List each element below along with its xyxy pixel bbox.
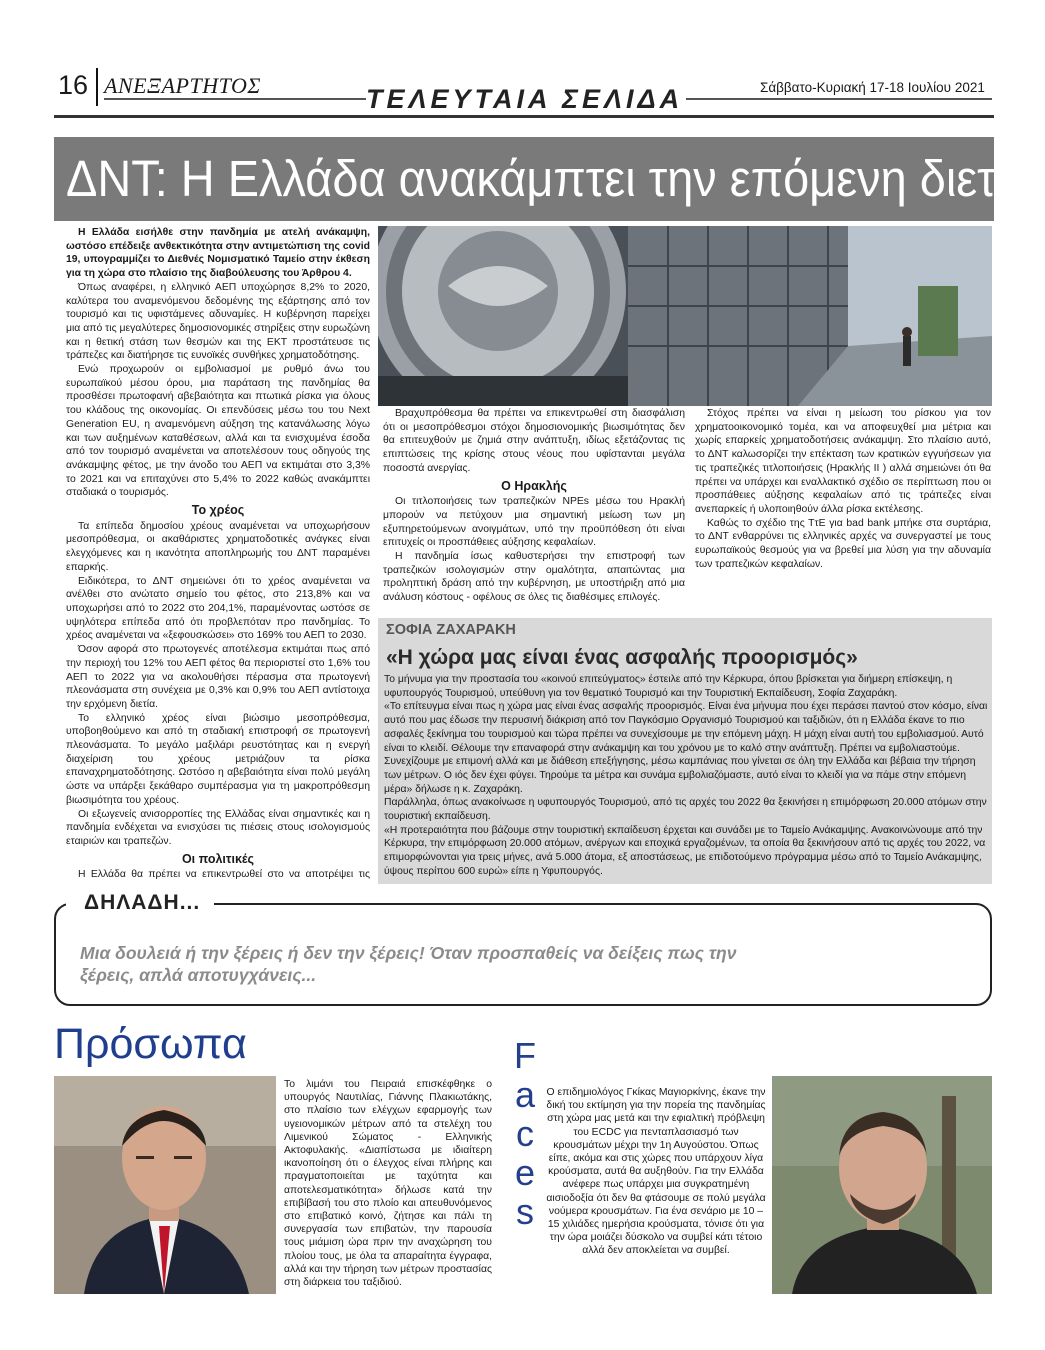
article-paragraph: Βραχυπρόθεσμα θα πρέπει να επικεντρωθεί στη διασφάλιση ότι οι μεσοπρόθεσμοι στόχοι δημοσιονομικής βιωσιμότητας δεν θα επιτευχθούν με ζημιά στην ανάπτυξη, ιδίως εξετάζοντας τις επιπτώσεις της κρίσης στους νέους που υφίστανται μεγάλα ποσοστά ανεργίας. [383, 408, 685, 474]
faces-letter: a [514, 1074, 536, 1115]
article-column-1 [66, 226, 370, 880]
newspaper-name: ΑΝΕΞΑΡΤΗΤΟΣ [104, 73, 261, 98]
masthead-rule-left [104, 98, 366, 100]
interview-paragraph: «Το επίτευγμα είναι πως η χώρα μας είναι ένας ασφαλής προορισμός. Είναι ένα μήνυμα που έχει περάσει παντού στον κόσμο, είναι αυτό που μας έδωσε την περυσινή διάκριση από τον Παγκόσμιο Οργανισμό Τουρισμού και ταξιδιών, ότι η Ελλάδα έκανε το πιο ασφαλές ξεκίνημα του τουρισμού και τώρα πρέπει να συνεχίσουμε με την επόμενη μάχη. Η μάχη είναι αυτή του εμβολιασμού. Αυτό είναι το κλειδί. Θέλουμε την επαναφορά στην ανάκαμψη και του χρόνου με το καλό στην ανάπτυξη. Πρέπει να εμβολιαστούμε. Συνεχίζουμε με επιμονή αλλά και με διάθεση επεξήγησης, μέσω καμπάνιας που γίνεται σε όλη την Ελλάδα και βέβαια την τήρηση των μέτρων. Ο ιός δεν έχει φύγει. Τηρούμε τα μέτρα και συνάμα εμβολιαζόμαστε, αυτό είναι το κλειδί για να πάμε στην επόμενη μέρα» δήλωσε η κ. Ζαχαράκη. [384, 701, 988, 795]
article-headline: ΔΝΤ: Η Ελλάδα ανακάμπτει την επόμενη διετία [66, 150, 1034, 207]
faces-letter: c [516, 1113, 534, 1154]
article-subheading: Το χρέος [191, 503, 245, 518]
article-subheading: Ο Ηρακλής [501, 478, 567, 493]
faces-vertical-word [510, 1036, 540, 1231]
article-subheading: Οι πολιτικές [181, 851, 255, 866]
quote-text: Μια δουλειά ή την ξέρεις ή δεν την ξέρεις! Όταν προσπαθείς να δείξεις πως την ξέρεις, απλά αποτυγχάνεις... [80, 943, 737, 985]
faces-section-title: Πρόσωπα [54, 1020, 247, 1068]
faces-text-2: Ο επιδημιολόγος Γκίκας Μαγιορκίνης, έκανε την δική του εκτίμηση για την πορεία της πανδημίας στη χώρα μας μετά και την εφιαλτική πρόβλεψη του ECDC για πενταπλασιασμό των κρουσμάτων μέχρι την 1η Αυγούστου. Όπως είπε, ακόμα και στις χώρες που υπάρχουν λίγα κρούσματα, αυτά θα αυξηθούν. Για την Ελλάδα ανέφερε πως υπάρχει μια συγκρατημένη αισιοδοξία ότι δεν θα φτάσουμε σε πολύ μεγάλα νούμερα κρουσμάτων. Για ένα σενάριο με 10 – 15 χιλιάδες ημερήσια κρούσματα, τόνισε ότι για την ώρα μοιάζει δύσκολο να συμβεί κάτι τέτοιο αλλά δεν αποκλείεται να συμβεί. [546, 1087, 766, 1257]
article-paragraph: Οι τιτλοποιήσεις των τραπεζικών NPEs μέσω του Ηρακλή μπορούν να πετύχουν μια σημαντική μείωση των μη εξυπηρετούμενων ανοιγμάτων, υπό την προϋπόθεση ότι είναι επιτυχείς οι προσπάθειες αύξησης κεφαλαίων. [383, 496, 685, 549]
faces-letter: s [516, 1191, 534, 1232]
person-illustration [772, 1076, 992, 1294]
article-paragraph: Η Ελλάδα θα πρέπει να επικεντρωθεί στο να αποτρέψει τις [78, 869, 370, 880]
article-paragraph: Καθώς το σχέδιο της ΤτΕ για bad bank μπήκε στα συρτάρια, το ΔΝΤ ενθαρρύνει τις ελληνικές αρχές να συνεργαστεί με τους ευρωπαϊκούς θεσμούς για να βρεθεί μια λύση για την αδυναμία των τραπεζικών κεφαλαίων. [695, 517, 991, 570]
interview-text [384, 673, 988, 881]
article-paragraph: Όσον αφορά στο πρωτογενές αποτέλεσμα εκτιμάται πως από την περιοχή του 12% του ΑΕΠ φέτος θα περιοριστεί στο 1,6% του ΑΕΠ το 2022 για να ακολουθήσει πέρασμα στα πρωτογενή πλεονάσματα στη συνέχεια με 0,3% και 0,9% του ΑΕΠ αντίστοιχα την ερχόμενη διετία. [66, 644, 370, 710]
quote-label: ΔΗΛΑΔΗ... [66, 891, 214, 915]
minister-portrait-photo [54, 1076, 276, 1294]
faces-letter: e [514, 1152, 536, 1193]
article-paragraph: Ενώ προχωρούν οι εμβολιασμοί με ρυθμό άνω του ευρωπαϊκού μέσου όρου, μια παράταση της πανδημίας θα προσθέσει πρωτοφανή αβεβαιότητα και πτωτικά ρίσκα για όλους του κλάδους της οικονομίας. Οι επενδύσεις μέσω του του Next Generation EU, η αναμενόμενη αύξηση της κατανάλωσης λόγω και των αυξημένων καταθέσεων, αλλά και τα ενισχυμένα έσοδα από τον τουρισμό αναμένεται να αποτελέσουν τους οδηγούς της ανάκαμψης φέτος, με την άνοδο του ΑΕΠ να εκτιμάται στο 3,3% το 2021 και να επιταχύνει στο 5,4% το 2022 καθώς ανακάμπτει σταδιακά ο τουρισμός. [66, 364, 370, 499]
imf-building-photo [378, 226, 992, 406]
interview-title: «Η χώρα μας είναι ένας ασφαλής προορισμός» [386, 646, 858, 669]
article-column-3 [695, 407, 991, 612]
article-paragraph: Οι εξωγενείς ανισορροπίες της Ελλάδας είναι σημαντικές και η πανδημία ενδέχεται να ενισχύσει τις πιέσεις στους ισολογισμούς εταιριών και τραπεζών. [66, 808, 370, 847]
masthead-bottom-rule [54, 115, 994, 118]
imf-seal-illustration [378, 226, 992, 406]
masthead-rule-right [686, 98, 992, 100]
page-number: 16 [58, 70, 89, 100]
section-title: ΤΕΛΕΥΤΑΙΑ ΣΕΛΙΔΑ [366, 84, 684, 114]
interview-paragraph: «Η προτεραιότητα που βάζουμε στην τουριστική εκπαίδευση έρχεται και συνάδει με το Ταμείο Ανάκαμψης. Ανακοινώνουμε από την Κέρκυρα, την επιμόρφωση 20.000 ατόμων, ανέργων και εποχικά εργαζομένων, τα οποία θα ξεκινήσουν από τις αρχές του 2022, να επιμορφώνονται για τρεις μήνες, ανά 5.000 άτομα, εξ αποστάσεως, με επιδοτούμενο πρόγραμμα μέσω από το Ταμείο Ανάκαμψης, ύψους περίπου 600 ευρώ» είπε η Υφυπουργός. [384, 824, 986, 877]
faces-letter: F [514, 1035, 536, 1076]
epidemiologist-portrait-photo [772, 1076, 992, 1294]
issue-date: Σάββατο-Κυριακή 17-18 Ιουλίου 2021 [760, 80, 985, 95]
masthead-divider [96, 68, 98, 106]
article-paragraph: Ειδικότερα, το ΔΝΤ σημειώνει ότι το χρέος αναμένεται να ανέλθει στο ανώτατο σημείο του φέτος, στο 213,8% και να υποχωρήσει από το 2022 στο 204,1%, παραμένοντας ωστόσε σε υψηλότερα επίπεδα από ότι προβλεπόταν προ πανδημίας. Το χρέος αναμένεται να «ξεφουσκώσει» στο 169% του ΑΕΠ το 2030. [66, 575, 370, 642]
interview-paragraph: Παράλληλα, όπως ανακοίνωσε η υφυπουργός Τουρισμού, από τις αρχές του 2022 θα ξεκινήσει η επιμόρφωση 20.000 ατόμων στην τουριστική εκπαίδευση. [384, 797, 987, 823]
interview-name: ΣΟΦΙΑ ΖΑΧΑΡΑΚΗ [386, 622, 516, 638]
article-paragraph: Στόχος πρέπει να είναι η μείωση του ρίσκου για τον χρηματοοικονομικό τομέα, και να αποφευχθεί μια μέτρια και χωρίς επαρκείς χρηματοδοτήσεις ανάκαμψη. Στο πλαίσιο αυτό, το ΔΝΤ καλωσορίζει την επέκταση των κρατικών εγγυήσεων για τις τραπεζικές τιτλοποιήσεις (Ηρακλής ΙΙ ) αλλά σημειώνει ότι θα πρέπει να υπάρχει και εναλλακτικό σχέδιο σε περίπτωση που οι προσπάθειες αύξησης κεφαλαίων από τις τράπεζες είναι ανεπαρκείς ή υλοποιηθούν άλλα ρίσκα εκτέλεσης. [695, 408, 991, 515]
article-column-2 [383, 407, 685, 612]
interview-paragraph: Το μήνυμα για την προστασία του «κοινού επιτεύγματος» έστειλε από την Κέρκυρα, όπου βρίσκεται για διήμερη επίσκεψη, η υφυπουργός Τουρισμού, υπεύθυνη για τον θεματικό Τουρισμό και την Τουριστική Εκπαίδευση, Σοφία Ζαχαράκη. [384, 674, 953, 699]
faces-text-1: Το λιμάνι του Πειραιά επισκέφθηκε ο υπουργός Ναυτιλίας, Γιάννης Πλακιωτάκης, στο πλαίσιο των ελέγχων εφαρμογής των υγειονομικών μέτρων από τα στελέχη του Λιμενικού Σώματος - Ελληνικής Ακτοφυλακής. «Διαπίστωσα με ιδιαίτερη ικανοποίηση ότι ο έλεγχος είναι πλήρης και πραγματοποιείται με ταχύτητα και αποτελεσματικότητα» δήλωσε κατά την επιβίβασή του στο πλοίο και απευθυνόμενος στο επιβατικό κοινό, ζήτησε και πάλι τη συνεργασία των επιβατών, την παρουσία τους μιάμιση ώρα πριν την αναχώρηση του πλοίου τους, με όλα τα απαραίτητα έγγραφα, αλλά και την τήρηση των μέτρων προστασίας στη διάρκεια του ταξιδιού. [284, 1079, 492, 1289]
person-illustration [54, 1076, 276, 1294]
article-paragraph: Το ελληνικό χρέος είναι βιώσιμο μεσοπρόθεσμα, υποβοηθούμενο και από τη σταδιακή επιστροφή σε πρωτογενή πλεονάσματα. Το μεγάλο μαξιλάρι ρευστότητας και η ενεργή διαχείριση του χρέους μετριάζουν τα ρίσκα επαναχρηματοδότησης. Ωστόσο η αβεβαιότητα είναι πολύ μεγάλη ώστε να υπάρξει ξεκάθαρο συμπέρασμα για τη μακροπρόθεσμη βιωσιμότητα του χρέους. [66, 712, 370, 806]
article-paragraph: Τα επίπεδα δημοσίου χρέους αναμένεται να υποχωρήσουν μεσοπρόθεσμα, οι ακαθάριστες χρηματοδοτικές ανάγκες είναι ελεγχόμενες και η ικανότητα αποπληρωμής του ΔΝΤ παραμένει επαρκής. [66, 520, 370, 573]
article-paragraph: Όπως αναφέρει, η ελληνικό ΑΕΠ υποχώρησε 8,2% το 2020, καλύτερα του αναμενόμενου δεδομένης της εξάρτησης από τον τουρισμό και τις υφιστάμενες αδυναμίες. Η κυβέρνηση παρείχει μια από τις μεγαλύτερες δημοσιονομικές στηρίξεις στην ευρωζώνη και η θετική στάση των θεσμών και της ΕΚΤ προστάτευσε τις τράπεζες και διατήρησε τις ευνοϊκές συνθήκες χρηματοδότησης. [66, 281, 370, 362]
article-lead: Η Ελλάδα εισήλθε στην πανδημία με ατελή ανάκαμψη, ωστόσο επέδειξε ανθεκτικότητα στην αντιμετώπιση της covid 19, υπογραμμίζει το Διεθνές Νομισματικό Ταμείο στην έκθεση για τη χώρα στο πλαίσιο της διαβούλευσης του Άρθρου 4. [66, 227, 370, 280]
article-paragraph: Η πανδημία ίσως καθυστερήσει την επιστροφή των τραπεζικών ισολογισμών στην ομαλότητα, απαιτώντας μια προληπτική δράση από την κυβέρνηση, με υποστήριξη από μια ανάλυση κόστους - οφέλους σε όλες τις διαθέσιμες επιλογές. [383, 551, 685, 604]
